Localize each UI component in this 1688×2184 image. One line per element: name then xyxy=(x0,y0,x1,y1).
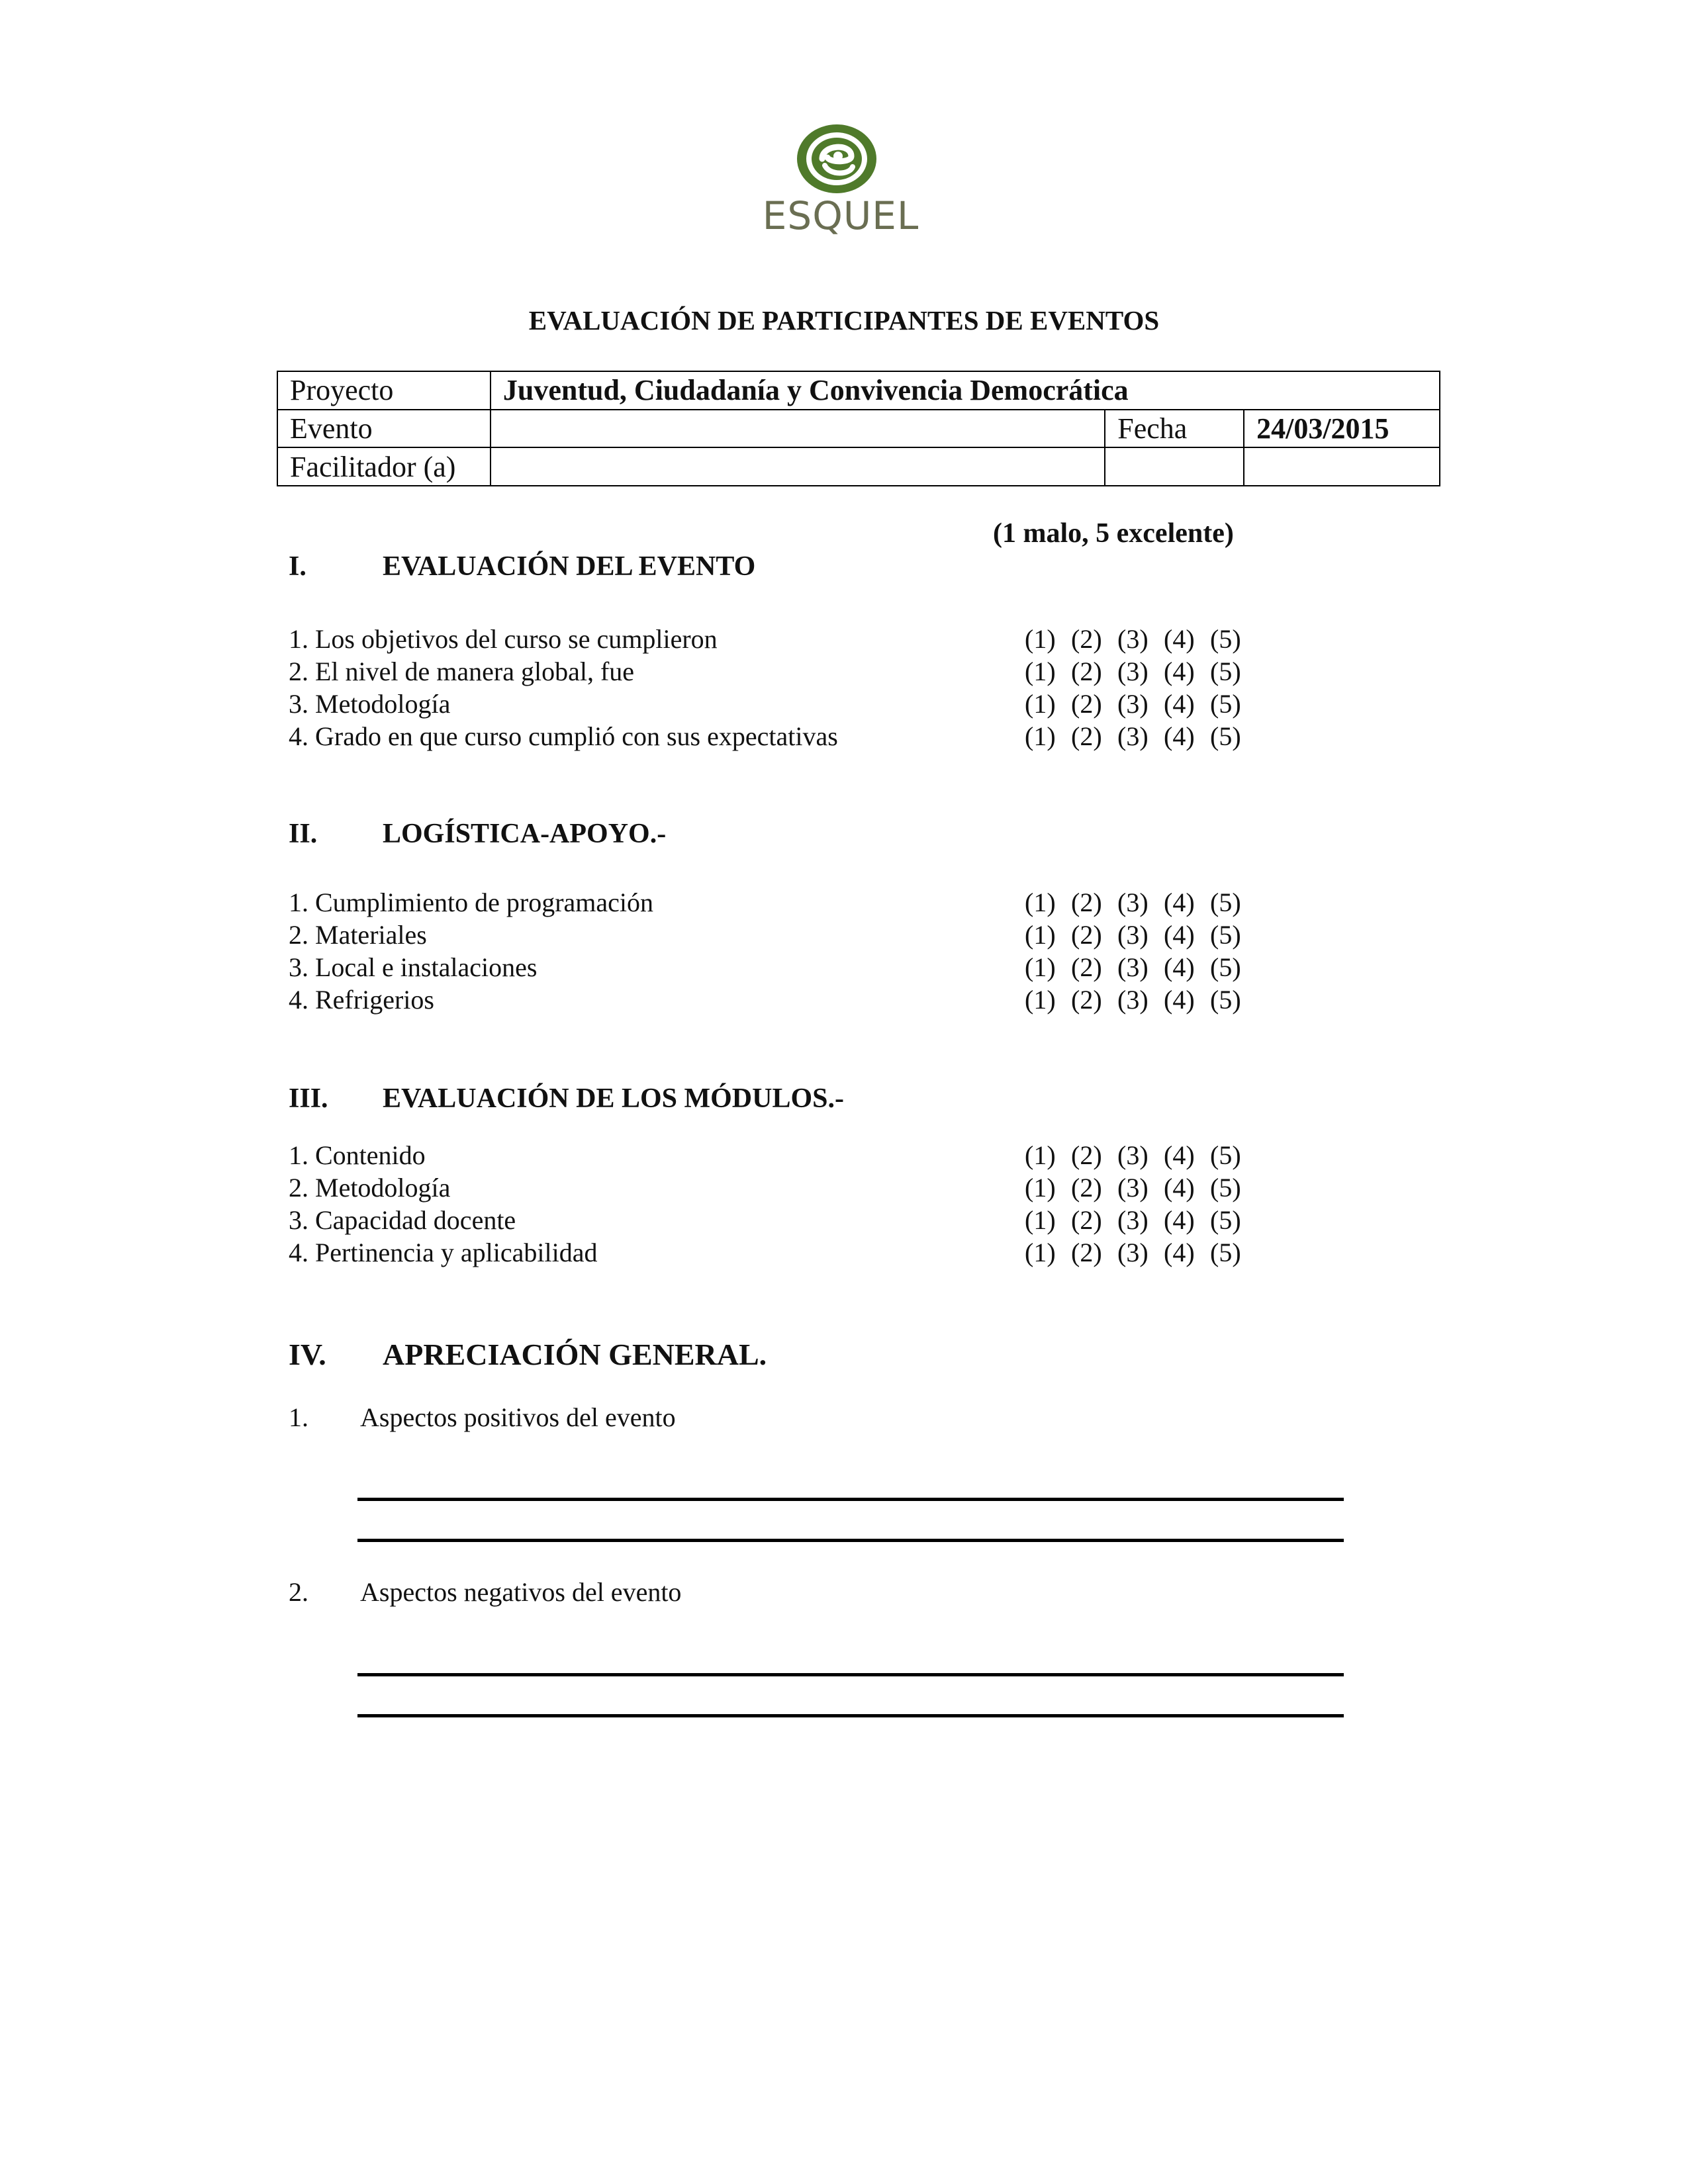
rating-option-3[interactable]: (3) xyxy=(1117,721,1149,751)
rating-option-2[interactable]: (2) xyxy=(1071,985,1102,1015)
logo-text: ESQUEL xyxy=(762,193,919,238)
rating-option-1[interactable]: (1) xyxy=(1025,952,1056,982)
rating-option-1[interactable]: (1) xyxy=(1025,1140,1056,1170)
rating-option-5[interactable]: (5) xyxy=(1210,1140,1241,1170)
rating-option-5[interactable]: (5) xyxy=(1210,887,1241,917)
rating-option-3[interactable]: (3) xyxy=(1117,985,1149,1015)
question-row xyxy=(289,1205,1255,1238)
section-number: III. xyxy=(289,1083,328,1114)
rating-option-4[interactable]: (4) xyxy=(1164,689,1195,719)
table-row xyxy=(277,371,1440,410)
general-item-number: 1. xyxy=(289,1402,308,1432)
rating-option-2[interactable]: (2) xyxy=(1071,920,1102,950)
rating-option-1[interactable]: (1) xyxy=(1025,1238,1056,1267)
rating-options xyxy=(1025,721,1256,752)
document-title: EVALUACIÓN DE PARTICIPANTES DE EVENTOS xyxy=(528,305,1160,336)
rating-options xyxy=(1025,1140,1256,1171)
rating-option-2[interactable]: (2) xyxy=(1071,887,1102,917)
question-row xyxy=(289,919,1255,952)
rating-option-3[interactable]: (3) xyxy=(1117,624,1149,654)
rating-option-5[interactable]: (5) xyxy=(1210,952,1241,982)
answer-line[interactable] xyxy=(357,1714,1344,1717)
rating-options xyxy=(1025,984,1256,1015)
rating-option-3[interactable]: (3) xyxy=(1117,1140,1149,1170)
event-info-table xyxy=(277,371,1440,486)
question-text: 1. Cumplimiento de programación xyxy=(289,887,653,917)
rating-option-1[interactable]: (1) xyxy=(1025,721,1056,751)
question-text: 4. Refrigerios xyxy=(289,985,434,1015)
rating-option-4[interactable]: (4) xyxy=(1164,952,1195,982)
question-row xyxy=(289,984,1255,1017)
section-4-title xyxy=(289,1337,767,1372)
rating-options xyxy=(1025,623,1256,655)
rating-options xyxy=(1025,688,1256,719)
rating-options xyxy=(1025,656,1256,687)
rating-option-3[interactable]: (3) xyxy=(1117,657,1149,686)
rating-option-4[interactable]: (4) xyxy=(1164,1238,1195,1267)
rating-option-1[interactable]: (1) xyxy=(1025,1205,1056,1235)
section-3-title xyxy=(289,1083,844,1115)
general-item-positive xyxy=(289,1402,676,1433)
rating-option-3[interactable]: (3) xyxy=(1117,952,1149,982)
empty-cell xyxy=(1244,447,1440,486)
section-2-title xyxy=(289,818,666,850)
rating-option-2[interactable]: (2) xyxy=(1071,1173,1102,1203)
section-number: II. xyxy=(289,819,318,849)
proyecto-label: Proyecto xyxy=(277,371,491,410)
rating-option-4[interactable]: (4) xyxy=(1164,624,1195,654)
question-text: 4. Grado en que curso cumplió con sus expectativas xyxy=(289,721,838,751)
question-text: 2. El nivel de manera global, fue xyxy=(289,657,635,686)
esquel-logo xyxy=(761,120,920,238)
section-number: IV. xyxy=(289,1338,326,1371)
rating-options xyxy=(1025,1205,1256,1236)
evento-label: Evento xyxy=(277,410,491,448)
rating-option-1[interactable]: (1) xyxy=(1025,887,1056,917)
rating-option-1[interactable]: (1) xyxy=(1025,1173,1056,1203)
rating-option-2[interactable]: (2) xyxy=(1071,721,1102,751)
question-row xyxy=(289,688,1255,721)
rating-options xyxy=(1025,1237,1256,1268)
rating-option-4[interactable]: (4) xyxy=(1164,985,1195,1015)
question-row xyxy=(289,1140,1255,1173)
rating-option-3[interactable]: (3) xyxy=(1117,887,1149,917)
rating-option-4[interactable]: (4) xyxy=(1164,1205,1195,1235)
question-text: 3. Capacidad docente xyxy=(289,1205,516,1235)
section-heading: EVALUACIÓN DE LOS MÓDULOS.- xyxy=(383,1083,844,1114)
rating-option-1[interactable]: (1) xyxy=(1025,689,1056,719)
question-text: 4. Pertinencia y aplicabilidad xyxy=(289,1238,598,1267)
rating-option-5[interactable]: (5) xyxy=(1210,689,1241,719)
question-row xyxy=(289,1172,1255,1205)
rating-option-2[interactable]: (2) xyxy=(1071,689,1102,719)
answer-line[interactable] xyxy=(357,1539,1344,1542)
question-text: 1. Los objetivos del curso se cumplieron xyxy=(289,624,718,654)
rating-option-5[interactable]: (5) xyxy=(1210,721,1241,751)
rating-option-4[interactable]: (4) xyxy=(1164,920,1195,950)
rating-option-5[interactable]: (5) xyxy=(1210,1173,1241,1203)
rating-option-2[interactable]: (2) xyxy=(1071,1205,1102,1235)
general-item-negative xyxy=(289,1576,681,1608)
section-1-title xyxy=(289,551,755,582)
rating-option-4[interactable]: (4) xyxy=(1164,721,1195,751)
answer-line[interactable] xyxy=(357,1498,1344,1501)
section-number: I. xyxy=(289,551,306,582)
rating-option-2[interactable]: (2) xyxy=(1071,1140,1102,1170)
empty-cell xyxy=(1105,447,1244,486)
rating-option-3[interactable]: (3) xyxy=(1117,689,1149,719)
rating-option-5[interactable]: (5) xyxy=(1210,920,1241,950)
question-row xyxy=(289,721,1255,754)
rating-option-2[interactable]: (2) xyxy=(1071,952,1102,982)
rating-option-4[interactable]: (4) xyxy=(1164,1173,1195,1203)
general-item-text: Aspectos positivos del evento xyxy=(360,1402,676,1432)
rating-option-3[interactable]: (3) xyxy=(1117,1238,1149,1267)
rating-option-3[interactable]: (3) xyxy=(1117,920,1149,950)
rating-option-3[interactable]: (3) xyxy=(1117,1205,1149,1235)
rating-option-5[interactable]: (5) xyxy=(1210,624,1241,654)
esquel-logo-icon xyxy=(790,120,883,197)
facilitador-label: Facilitador (a) xyxy=(277,447,491,486)
fecha-label: Fecha xyxy=(1105,410,1244,448)
question-row xyxy=(289,656,1255,689)
answer-line[interactable] xyxy=(357,1673,1344,1676)
table-row xyxy=(277,447,1440,486)
rating-option-5[interactable]: (5) xyxy=(1210,1205,1241,1235)
fecha-value[interactable]: 24/03/2015 xyxy=(1244,410,1440,448)
table-row xyxy=(277,410,1440,448)
rating-option-1[interactable]: (1) xyxy=(1025,920,1056,950)
rating-option-4[interactable]: (4) xyxy=(1164,1140,1195,1170)
question-text: 2. Materiales xyxy=(289,920,427,950)
section-heading: LOGÍSTICA-APOYO.- xyxy=(383,819,667,849)
rating-option-5[interactable]: (5) xyxy=(1210,985,1241,1015)
rating-option-2[interactable]: (2) xyxy=(1071,1238,1102,1267)
rating-option-2[interactable]: (2) xyxy=(1071,657,1102,686)
rating-options xyxy=(1025,887,1256,918)
rating-option-3[interactable]: (3) xyxy=(1117,1173,1149,1203)
section-heading: EVALUACIÓN DEL EVENTO xyxy=(383,551,756,582)
general-item-number: 2. xyxy=(289,1577,308,1607)
section-heading: APRECIACIÓN GENERAL. xyxy=(383,1338,767,1371)
rating-option-4[interactable]: (4) xyxy=(1164,887,1195,917)
general-item-text: Aspectos negativos del evento xyxy=(360,1577,682,1607)
question-row xyxy=(289,952,1255,985)
question-text: 3. Metodología xyxy=(289,689,451,719)
scale-note: (1 malo, 5 excelente) xyxy=(993,518,1234,549)
question-row xyxy=(289,1237,1255,1270)
proyecto-value[interactable]: Juventud, Ciudadanía y Convivencia Democrática xyxy=(491,371,1440,410)
facilitador-value[interactable] xyxy=(491,447,1105,486)
rating-option-2[interactable]: (2) xyxy=(1071,624,1102,654)
rating-options xyxy=(1025,919,1256,950)
rating-options xyxy=(1025,952,1256,983)
rating-option-5[interactable]: (5) xyxy=(1210,1238,1241,1267)
rating-option-4[interactable]: (4) xyxy=(1164,657,1195,686)
question-text: 2. Metodología xyxy=(289,1173,451,1203)
question-row xyxy=(289,623,1255,657)
question-text: 1. Contenido xyxy=(289,1140,426,1170)
rating-option-1[interactable]: (1) xyxy=(1025,657,1056,686)
question-row xyxy=(289,887,1255,920)
question-text: 3. Local e instalaciones xyxy=(289,952,538,982)
rating-option-5[interactable]: (5) xyxy=(1210,657,1241,686)
evento-value[interactable] xyxy=(491,410,1105,448)
rating-options xyxy=(1025,1172,1256,1203)
rating-option-1[interactable]: (1) xyxy=(1025,624,1056,654)
rating-option-1[interactable]: (1) xyxy=(1025,985,1056,1015)
